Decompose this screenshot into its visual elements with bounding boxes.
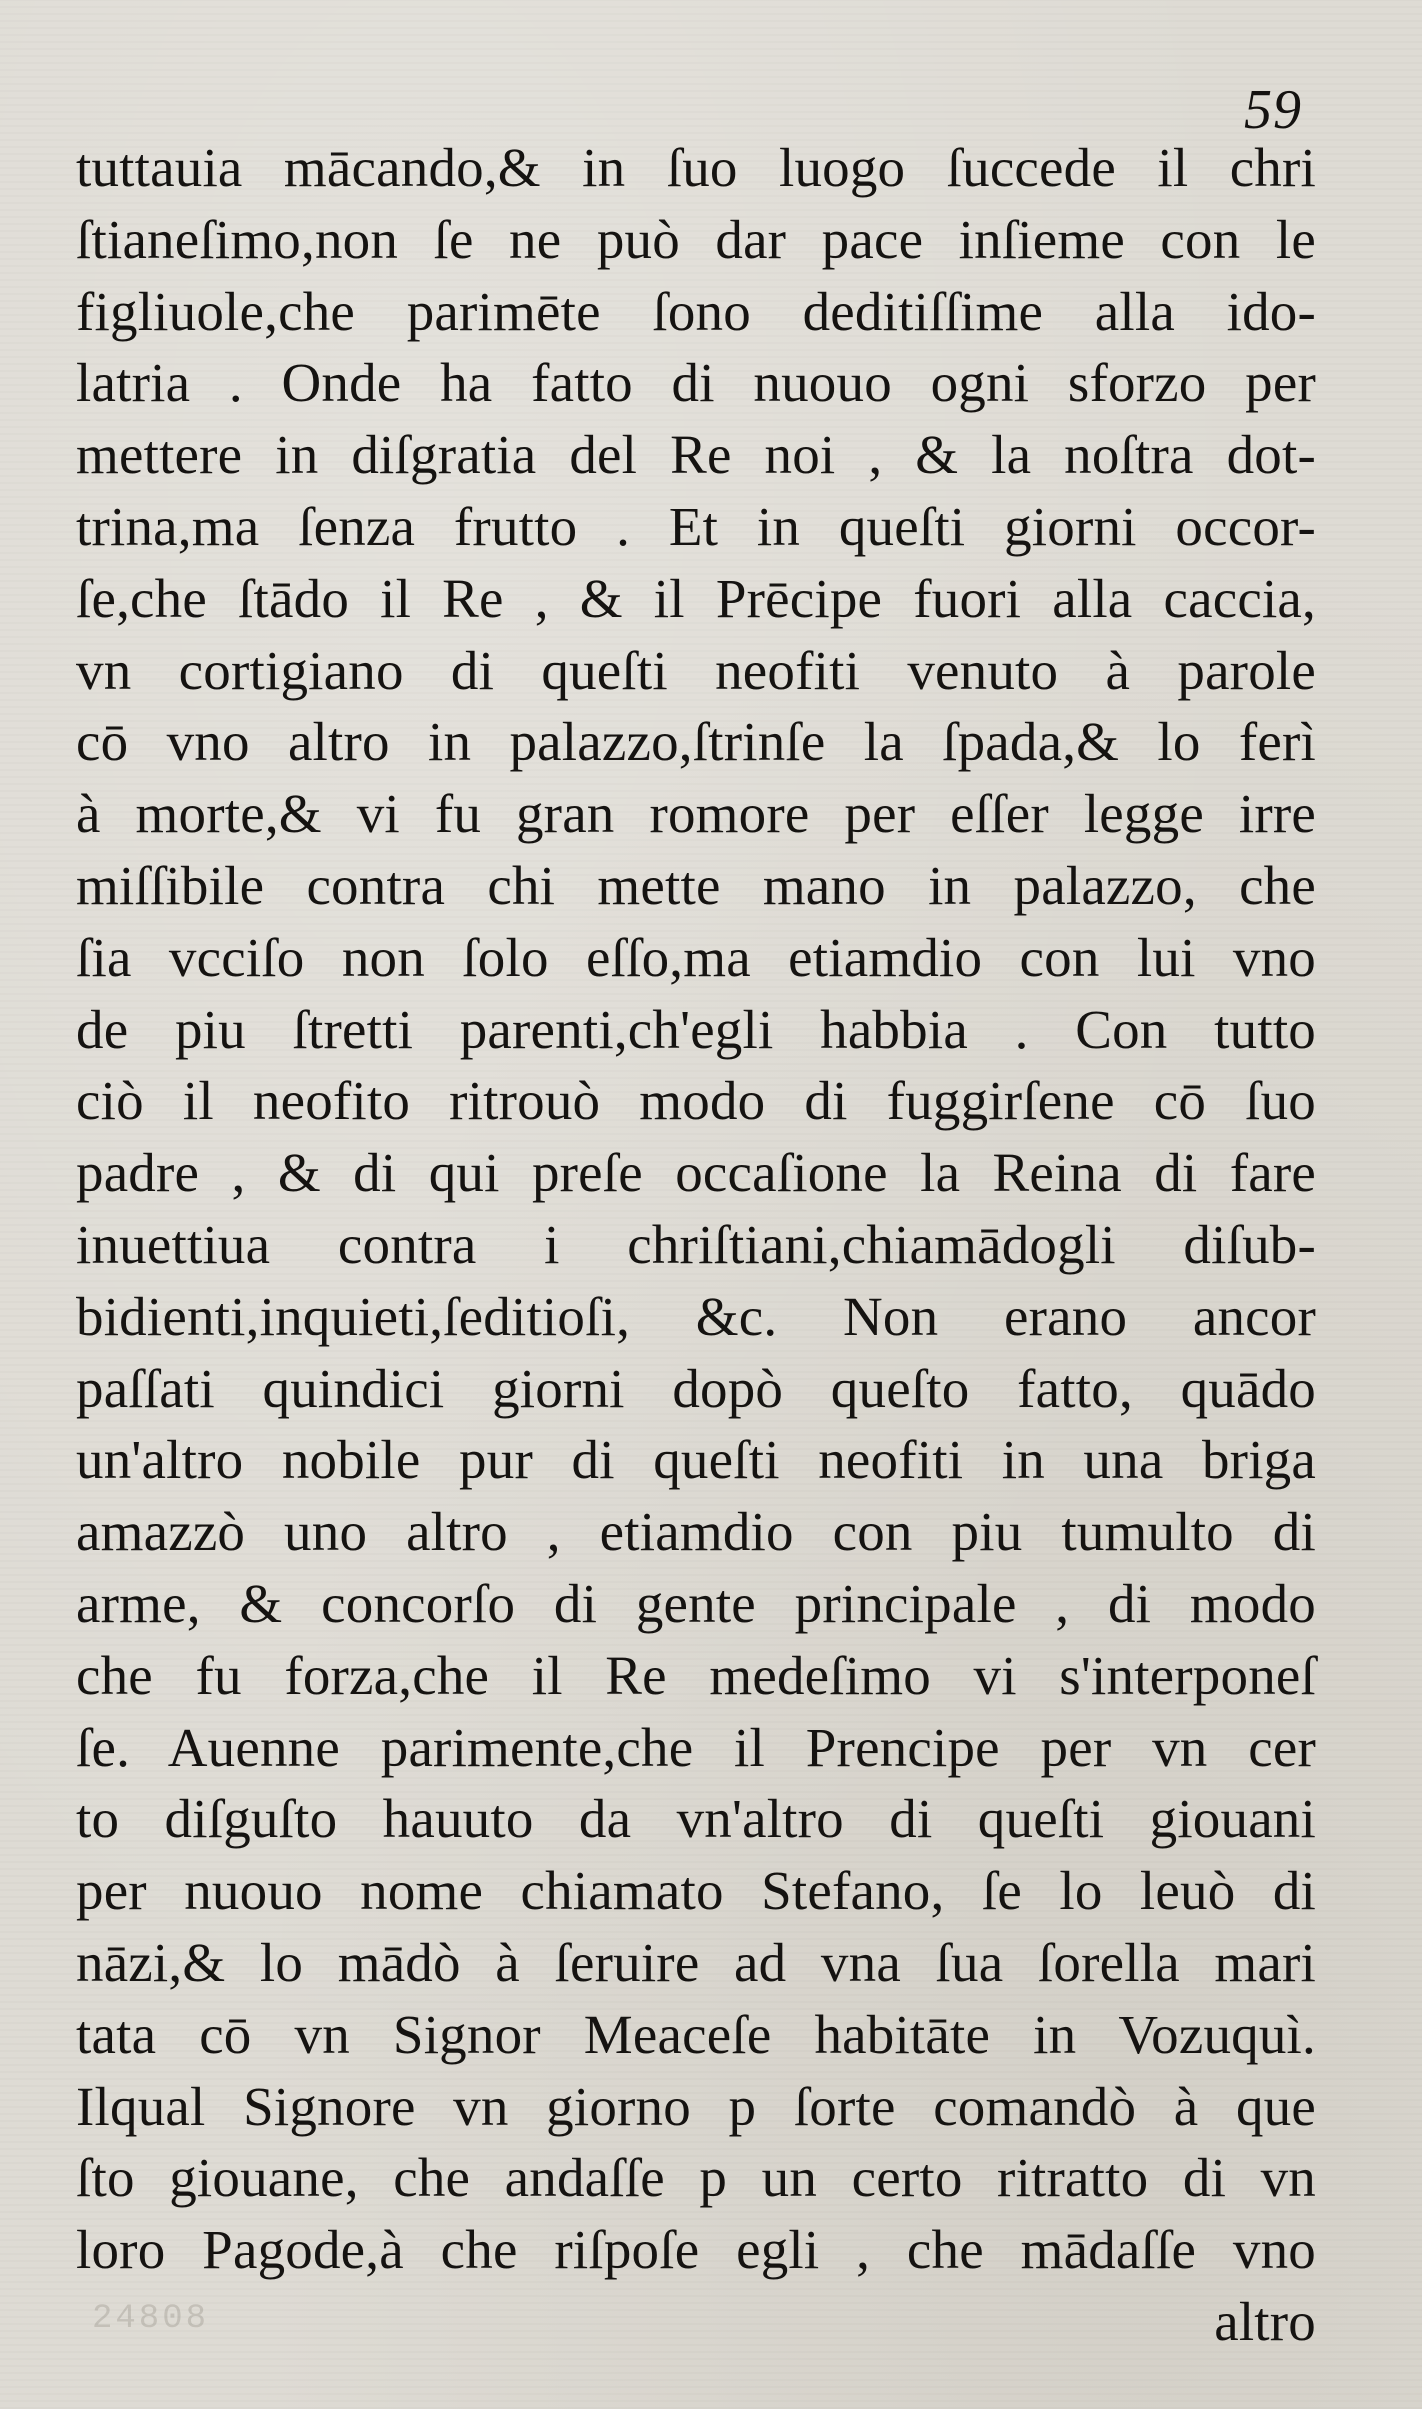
text-line: ſto giouane, che andaſſe p un certo ritratto di vn xyxy=(76,2147,1316,2209)
text-line: figliuole,che parimēte ſono deditiſſime alla ido- xyxy=(76,280,1316,342)
catchword: altro xyxy=(1214,2290,1316,2352)
text-line: trina,ma ſenza frutto . Et in queſti giorni occor- xyxy=(76,495,1316,557)
text-line: che fu forza,che il Re medeſimo vi s'interponeſ xyxy=(76,1644,1316,1706)
text-line: paſſati quindici giorni dopò queſto fatto, quādo xyxy=(76,1357,1316,1419)
text-line: loro Pagode,à che riſpoſe egli , che mādaſſe vno xyxy=(76,2219,1316,2281)
text-line: de piu ſtretti parenti,ch'egli habbia . Con tutto xyxy=(76,998,1316,1060)
text-line: miſſibile contra chi mette mano in palazzo, che xyxy=(76,854,1316,916)
text-line: tata cō vn Signor Meaceſe habitāte in Vozuquì. xyxy=(76,2003,1316,2065)
text-line: mettere in diſgratia del Re noi , & la noſtra dot- xyxy=(76,424,1316,486)
text-line: Ilqual Signore vn giorno p ſorte comandò à que xyxy=(76,2075,1316,2137)
text-line: ſe. Auenne parimente,che il Prencipe per vn cer xyxy=(76,1716,1316,1778)
text-line: à morte,& vi fu gran romore per eſſer legge irre xyxy=(76,783,1316,845)
text-line: latria . Onde ha fatto di nuouo ogni sforzo per xyxy=(76,352,1316,414)
text-line: vn cortigiano di queſti neofiti venuto à parole xyxy=(76,639,1316,701)
text-line: arme, & concorſo di gente principale , di modo xyxy=(76,1572,1316,1634)
text-line: per nuouo nome chiamato Stefano, ſe lo leuò di xyxy=(76,1860,1316,1922)
text-line: inuettiua contra i chriſtiani,chiamādogli diſub- xyxy=(76,1213,1316,1275)
faint-stamp: 24808 xyxy=(92,2300,210,2338)
body-text xyxy=(76,132,1316,2358)
text-line: padre , & di qui preſe occaſione la Reina di fare xyxy=(76,1142,1316,1204)
text-line: ſe,che ſtādo il Re , & il Prēcipe fuori alla caccia, xyxy=(76,567,1316,629)
text-line: un'altro nobile pur di queſti neofiti in una briga xyxy=(76,1429,1316,1491)
text-line: ſia vcciſo non ſolo eſſo,ma etiamdio con lui vno xyxy=(76,926,1316,988)
text-line: amazzò uno altro , etiamdio con piu tumulto di xyxy=(76,1501,1316,1563)
text-line: cō vno altro in palazzo,ſtrinſe la ſpada,& lo ferì xyxy=(76,711,1316,773)
page-number: 59 xyxy=(1244,79,1302,141)
text-line: ſtianeſimo,non ſe ne può dar pace inſieme con le xyxy=(76,208,1316,270)
text-line: nāzi,& lo mādò à ſeruire ad vna ſua ſorella mari xyxy=(76,1931,1316,1993)
text-line: to diſguſto hauuto da vn'altro di queſti giouani xyxy=(76,1788,1316,1850)
text-line: bidienti,inquieti,ſeditioſi, &c. Non erano ancor xyxy=(76,1285,1316,1347)
text-line: tuttauia mācando,& in ſuo luogo ſuccede il chri xyxy=(76,137,1316,198)
text-line: ciò il neofito ritrouò modo di fuggirſene cō ſuo xyxy=(76,1070,1316,1132)
